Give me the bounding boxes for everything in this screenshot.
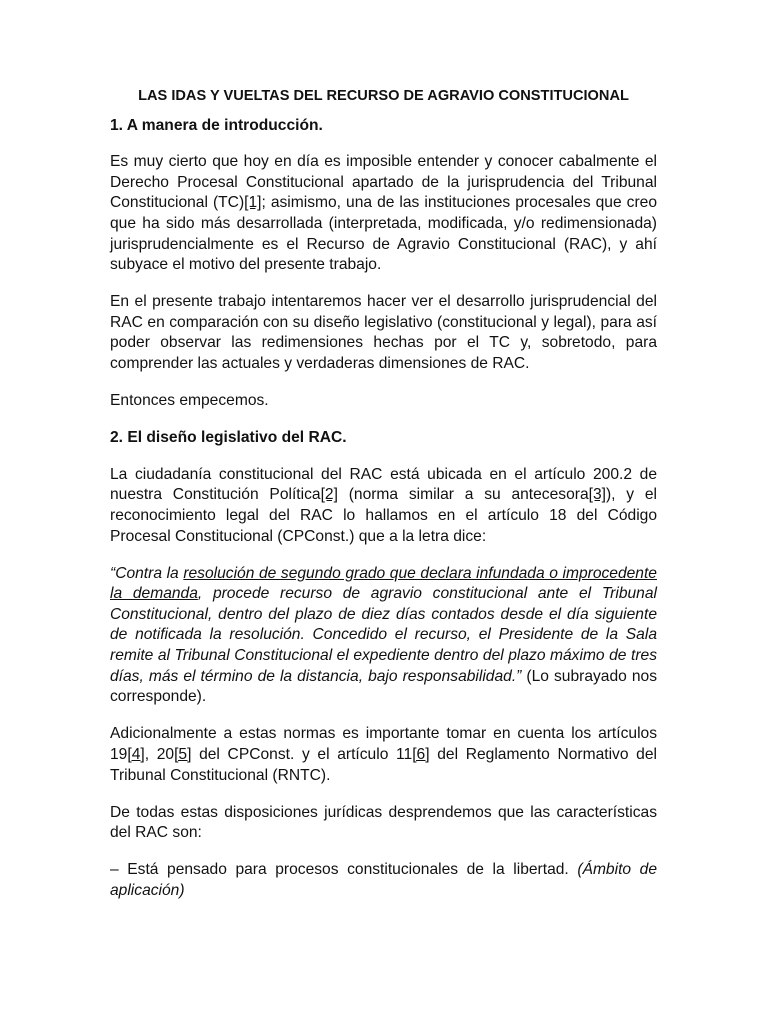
paragraph-text: , 20 — [144, 745, 175, 763]
footnote-link-3[interactable]: [3] — [588, 486, 606, 504]
paragraph-text: (norma similar a su antecesora — [337, 486, 589, 504]
footnote-link-1[interactable]: [1] — [244, 194, 262, 212]
quote-article-18 — [110, 564, 657, 708]
paragraph-intro-3: Entonces empecemos. — [110, 392, 269, 410]
paragraph-text: ; asimismo, una de las instituciones procesales que creo que ha sido más desarrollada (interpretada, modificada, y/o redimensionada) jurisprudencialmente es el Recurso de Agravio Constitucional (RAC), y ahí subyace el motivo del presente trabajo. — [110, 194, 657, 274]
list-item-caracteristica-1 — [110, 860, 657, 901]
quote-text — [110, 565, 657, 685]
section-heading-introduccion: 1. A manera de introducción. — [110, 116, 323, 134]
footnote-link-4[interactable]: [4] — [127, 745, 145, 763]
paragraph-text: del Reglamento Normativo del Tribunal Constitucional (RNTC). — [110, 745, 657, 784]
paragraph-diseno-3: De todas estas disposiciones jurídicas desprendemos que las características del RAC son: — [110, 803, 657, 842]
paragraph-text: La ciudadanía constitucional del RAC está ubicada en el artículo 200.2 de nuestra Constitución Política — [110, 465, 657, 504]
paragraph-text: ), y el reconocimiento legal del RAC lo hallamos en el artículo 18 del Código Procesal Constitucional (CPConst.) que a la letra dice: — [110, 486, 658, 545]
list-item-text: – Está pensado para procesos constitucionales de la libertad. — [110, 861, 578, 879]
quote-note: (Lo subrayado nos corresponde). — [110, 667, 657, 706]
document-title: LAS IDAS Y VUELTAS DEL RECURSO DE AGRAVIO CONSTITUCIONAL — [138, 88, 629, 104]
quote-underlined: resolución de segundo grado que declara infundada o improcedente la demanda — [110, 564, 657, 603]
paragraph-diseno-1 — [110, 465, 657, 547]
paragraph-text: del CPConst. y el artículo 11 — [191, 745, 413, 763]
footnote-link-2[interactable]: [2] — [320, 486, 338, 504]
paragraph-intro-1 — [110, 152, 657, 276]
document-body — [110, 86, 657, 918]
section-heading-diseno-legislativo: 2. El diseño legislativo del RAC. — [110, 429, 347, 447]
paragraph-diseno-2 — [110, 724, 657, 786]
footnote-link-6[interactable]: [6] — [412, 745, 430, 763]
footnote-link-5[interactable]: [5] — [174, 745, 192, 763]
quote-open: “Contra la — [110, 564, 184, 582]
paragraph-text: Es muy cierto que hoy en día es imposible entender y conocer cabalmente el Derecho Procesal Constitucional apartado de la jurisprudencia del Tribunal Constitucional (TC) — [110, 153, 657, 212]
paragraph-text: Adicionalmente a estas normas es importante tomar en cuenta los artículos 19 — [110, 725, 657, 763]
quote-rest: , procede recurso de agravio constitucional ante el Tribunal Constitucional, dentro del plazo de diez días contados desde el día siguiente de notificada la resolución. Concedido el recurso, el Presidente de la Sala remite al Tribunal Constitucional el expediente dentro del plazo máximo de tres días, más el término de la distancia, bajo responsabilidad.” — [110, 585, 657, 685]
paragraph-intro-2: En el presente trabajo intentaremos hacer ver el desarrollo jurisprudencial del RAC en comparación con su diseño legislativo (constitucional y legal), para así poder observar las redimensiones hechas por el TC y, sobretodo, para comprender las actuales y verdaderas dimensiones de RAC. — [110, 293, 657, 373]
list-item-italic-note: (Ámbito de aplicación) — [110, 861, 657, 899]
